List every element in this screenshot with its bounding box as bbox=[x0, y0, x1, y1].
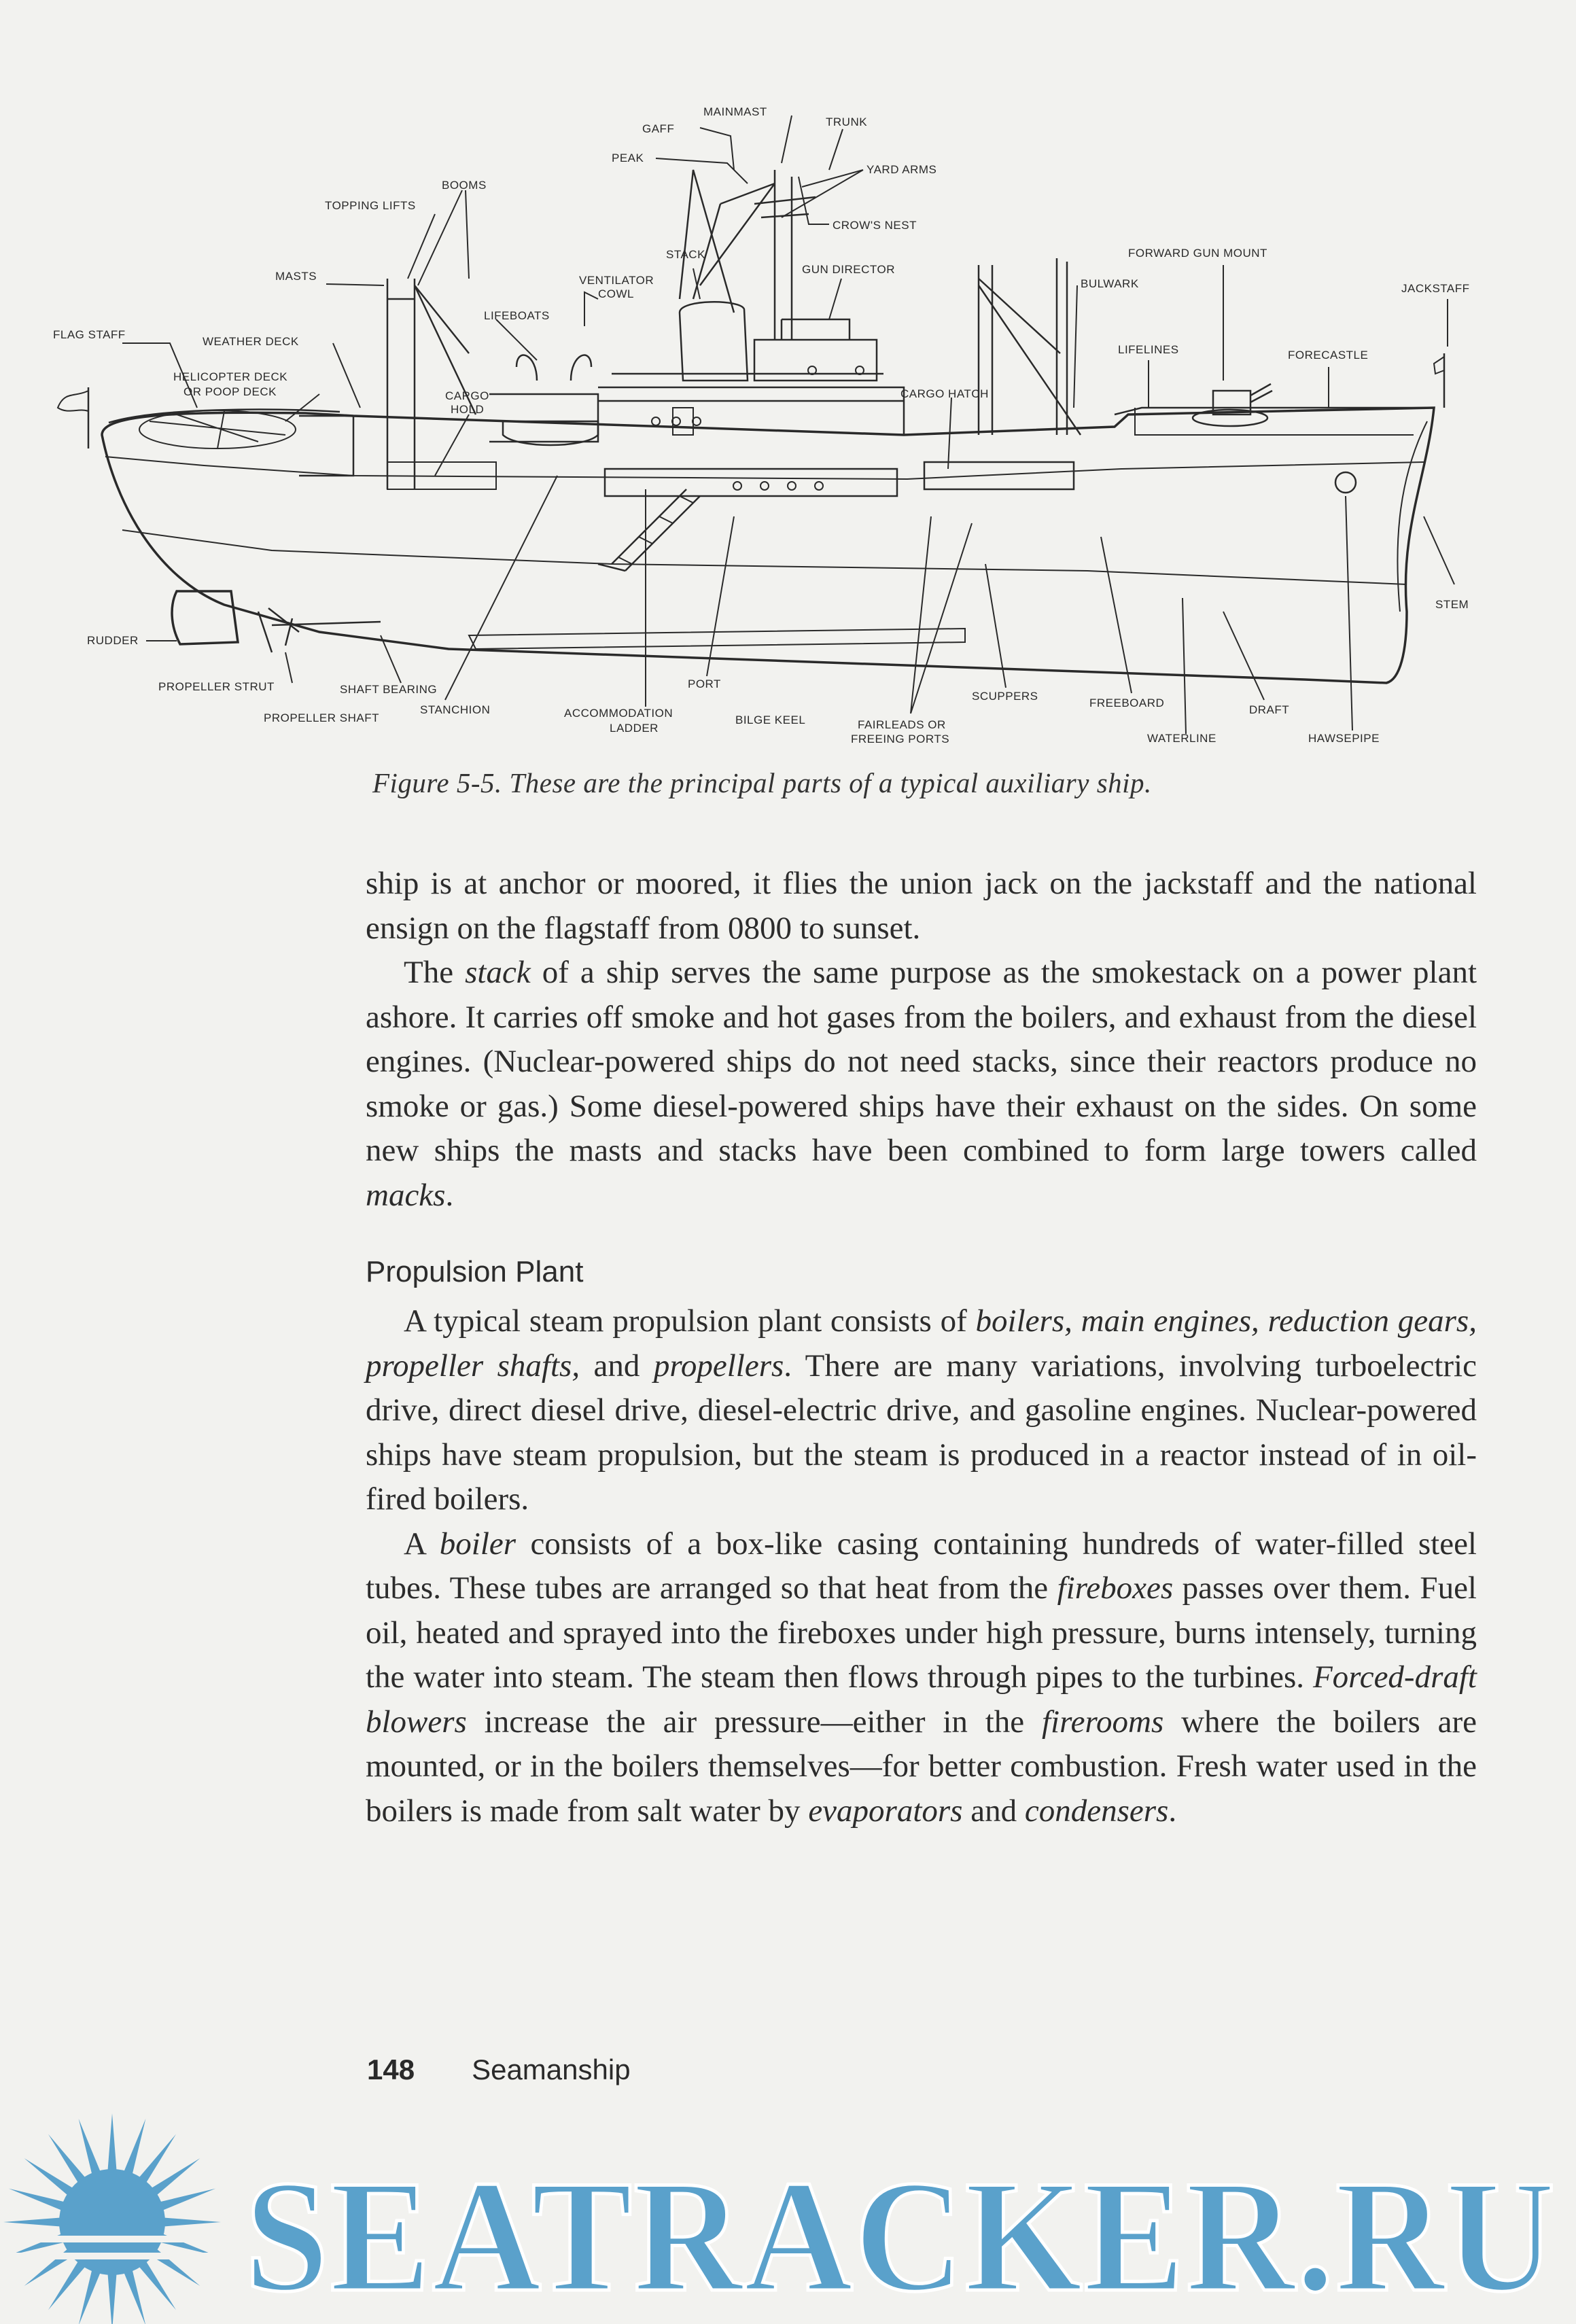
label-port: PORT bbox=[688, 677, 721, 690]
label-ventilator-cowl-2: COWL bbox=[598, 287, 634, 300]
label-scuppers: SCUPPERS bbox=[972, 690, 1038, 703]
label-stack: STACK bbox=[666, 248, 705, 261]
paragraph-3: A typical steam propulsion plant consists of boilers, main engines, reduction gears, propeller shafts, and propellers. There are many variations, involving turboelectric drive, direct diesel drive, diesel-electric drive, and gasoline engines. Nuclear-powered ships have steam propulsion, but the steam is produced in a reactor instead of in oil-fired boilers. bbox=[366, 1303, 1477, 1517]
figure-caption: Figure 5-5. These are the principal parts of a typical auxiliary ship. bbox=[372, 767, 1152, 798]
watermark bbox=[0, 2093, 1576, 2324]
sun-ray bbox=[79, 2266, 103, 2324]
label-bulwark: BULWARK bbox=[1081, 277, 1139, 290]
sun-ray bbox=[122, 2266, 146, 2324]
paragraph-2: The stack of a ship serves the same purpose as the smokestack on a power plant ashore. It carries off smoke and hot gases from the boilers, and exhaust from the diesel engines. (Nuclear-powered ships do not need stacks, since their reactors produce no smoke or gas.) Some diesel-powered ships have their exhaust on the sides. On some new ships the masts and stacks have been combined to form large towers called macks. bbox=[366, 955, 1477, 1213]
sun-ray bbox=[156, 2189, 215, 2213]
book-title: Seamanship bbox=[472, 2054, 631, 2085]
label-forecastle: FORECASTLE bbox=[1288, 349, 1369, 362]
paragraph-4: A boiler consists of a box-like casing containing hundreds of water-filled steel tubes. These tubes are arranged so that heat from the fireboxes passes over them. Fuel oil, heated and sprayed into the fireboxes under high pressure, burns intensely, turning the water into steam. The steam then flows through pipes to the turbines. Forced-draft blowers increase the air pressure—either in the firerooms where the boilers are mounted, or in the boilers themselves—for better combustion. Fresh water used in the boilers is made from salt water by evaporators and condensers. bbox=[366, 1526, 1477, 1829]
label-crows-nest: CROW'S NEST bbox=[833, 219, 917, 232]
label-topping-lifts: TOPPING LIFTS bbox=[325, 199, 416, 212]
ship-diagram bbox=[0, 0, 1576, 761]
sun-ray bbox=[79, 2119, 103, 2179]
label-cargo-hold-2: HOLD bbox=[451, 403, 485, 416]
label-helicopter-deck-2: OR POOP DECK bbox=[183, 385, 277, 398]
body-text bbox=[366, 862, 1477, 1833]
label-shaft-bearing: SHAFT BEARING bbox=[340, 683, 438, 696]
label-bilge-keel: BILGE KEEL bbox=[735, 714, 806, 726]
paragraph-1: ship is at anchor or moored, it flies the union jack on the jackstaff and the national ensign on the flagstaff from 0800 to sunset. bbox=[366, 866, 1477, 946]
label-propeller-strut: PROPELLER STRUT bbox=[158, 680, 275, 693]
label-draft: DRAFT bbox=[1249, 703, 1290, 716]
label-accommodation-ladder-1: ACCOMMODATION bbox=[564, 707, 673, 720]
sun-ray bbox=[160, 2217, 221, 2227]
sun-ray bbox=[9, 2189, 69, 2213]
label-booms: BOOMS bbox=[442, 179, 487, 192]
label-mainmast: MAINMAST bbox=[703, 105, 767, 118]
label-gaff: GAFF bbox=[642, 122, 675, 135]
page-number: 148 bbox=[367, 2054, 415, 2085]
label-accommodation-ladder-2: LADDER bbox=[610, 722, 659, 735]
label-lifelines: LIFELINES bbox=[1118, 343, 1179, 356]
sun-icon bbox=[0, 2113, 228, 2324]
sun-ray bbox=[122, 2119, 146, 2179]
label-cargo-hold-1: CARGO bbox=[445, 389, 489, 402]
label-stanchion: STANCHION bbox=[420, 703, 491, 716]
label-weather-deck: WEATHER DECK bbox=[203, 335, 299, 348]
label-stem: STEM bbox=[1435, 598, 1469, 611]
label-rudder: RUDDER bbox=[87, 634, 139, 647]
label-cargo-hatch: CARGO HATCH bbox=[900, 387, 989, 400]
label-hawsepipe: HAWSEPIPE bbox=[1308, 732, 1380, 745]
label-jackstaff: JACKSTAFF bbox=[1401, 282, 1470, 295]
page-footer bbox=[367, 2054, 631, 2086]
label-peak: PEAK bbox=[612, 152, 644, 164]
label-fairleads-2: FREEING PORTS bbox=[851, 733, 950, 745]
label-gun-director: GUN DIRECTOR bbox=[802, 263, 895, 276]
sun-ray bbox=[107, 2270, 117, 2324]
label-freeboard: FREEBOARD bbox=[1089, 697, 1165, 709]
label-trunk: TRUNK bbox=[826, 116, 868, 128]
label-flag-staff: FLAG STAFF bbox=[53, 328, 126, 341]
section-heading: Propulsion Plant bbox=[366, 1255, 584, 1288]
label-lifeboats: LIFEBOATS bbox=[484, 309, 550, 322]
watermark-text: SEATRACKER.RU bbox=[245, 2148, 1556, 2324]
sun-ray bbox=[107, 2113, 117, 2175]
label-helicopter-deck-1: HELICOPTER DECK bbox=[173, 370, 288, 383]
label-propeller-shaft: PROPELLER SHAFT bbox=[264, 711, 379, 724]
label-forward-gun-mount: FORWARD GUN MOUNT bbox=[1128, 247, 1267, 260]
label-masts: MASTS bbox=[275, 270, 317, 283]
ship-hull bbox=[102, 408, 1434, 683]
label-yard-arms: YARD ARMS bbox=[866, 163, 937, 176]
label-waterline: WATERLINE bbox=[1147, 732, 1216, 745]
label-ventilator-cowl-1: VENTILATOR bbox=[579, 274, 654, 287]
label-fairleads-1: FAIRLEADS OR bbox=[858, 718, 946, 731]
sun-ray bbox=[3, 2217, 65, 2227]
